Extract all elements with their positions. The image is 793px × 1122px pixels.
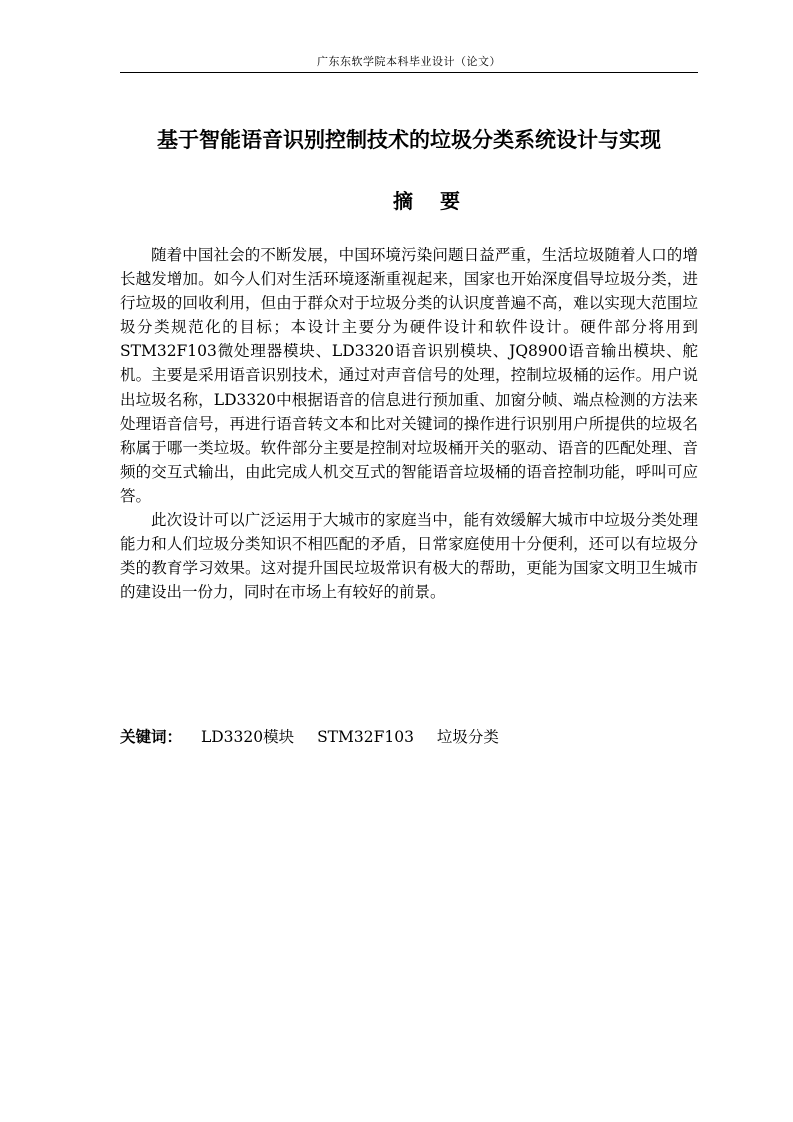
thesis-title: 基于智能语音识别控制技术的垃圾分类系统设计与实现	[157, 128, 661, 152]
running-header: 广东东软学院本科毕业设计（论文）	[317, 55, 501, 68]
abstract-paragraph-2: 此次设计可以广泛运用于大城市的家庭当中，能有效缓解大城市中垃圾分类处理能力和人们垃圾分类知识不相匹配的矛盾，日常家庭使用十分便利，还可以有垃圾分类的教育学习效果。这对提升国民垃圾常识有极大的帮助，更能为国家文明卫生城市的建设出一份力，同时在市场上有较好的前景。	[120, 511, 698, 602]
keyword-1: LD3320模块	[200, 728, 295, 746]
abstract-paragraph-1: 随着中国社会的不断发展，中国环境污染问题日益严重，生活垃圾随着人口的增长越发增加。如今人们对生活环境逐渐重视起来，国家也开始深度倡导垃圾分类，进行垃圾的回收利用，但由于群众对于垃圾分类的认识度普遍不高，难以实现大范围垃圾分类规范化的目标；本设计主要分为硬件设计和软件设计。硬件部分将用到STM32F103微处理器模块、LD3320语音识别模块、JQ8900语音输出模块、舵机。主要是采用语音识别技术，通过对声音信号的处理，控制垃圾桶的运作。用户说出垃圾名称，LD3320中根据语音的信息进行预加重、加窗分帧、端点检测的方法来处理语音信号，再进行语音转文本和比对关键词的操作进行识别用户所提供的垃圾名称属于哪一类垃圾。软件部分主要是控制对垃圾桶开关的驱动、语音的匹配处理、音频的交互式输出，由此完成人机交互式的智能语音垃圾桶的语音控制功能，呼叫可应答。	[120, 246, 698, 505]
abstract-heading: 摘 要	[393, 189, 470, 213]
keyword-2: STM32F103	[317, 728, 414, 746]
keywords-label: 关键词：	[120, 728, 183, 746]
header-rule	[120, 72, 698, 73]
abstract-body	[120, 243, 698, 604]
keywords-line	[120, 725, 698, 749]
keyword-3: 垃圾分类	[436, 728, 499, 746]
